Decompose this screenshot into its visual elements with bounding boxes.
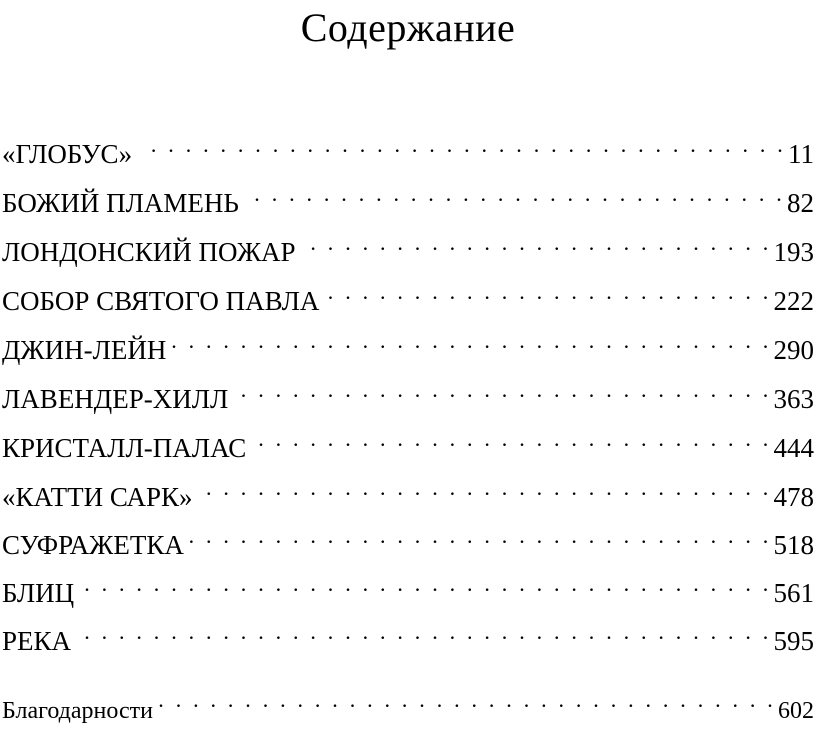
dot-leader <box>77 614 771 650</box>
toc-entry[interactable] <box>2 323 814 365</box>
dot-leader <box>252 421 771 457</box>
toc-entry-page: 11 <box>788 139 814 169</box>
toc-entry-page: 595 <box>773 626 814 656</box>
toc-entry[interactable] <box>2 372 814 414</box>
toc-entry[interactable] <box>2 682 814 724</box>
toc-entry-title: РЕКА <box>2 626 72 656</box>
toc-entry[interactable] <box>2 225 814 267</box>
dot-leader <box>190 518 772 554</box>
toc-entry-page: 290 <box>773 335 814 365</box>
dot-leader <box>80 566 771 602</box>
toc-entry[interactable] <box>2 176 814 218</box>
toc-entry-page: 602 <box>778 698 814 724</box>
toc-entry-page: 478 <box>773 482 814 512</box>
dot-leader <box>234 372 771 408</box>
toc-entry-title: СУФРАЖЕТКА <box>2 530 184 560</box>
toc-entry-page: 518 <box>773 530 814 560</box>
toc-entry[interactable] <box>2 470 814 512</box>
toc-entry[interactable] <box>2 127 814 169</box>
toc-entry-title: ЛАВЕНДЕР-ХИЛЛ <box>2 384 229 414</box>
dot-leader <box>302 225 772 261</box>
dot-leader <box>159 682 776 718</box>
dot-leader <box>325 274 771 310</box>
toc-entry[interactable] <box>2 518 814 560</box>
toc-entry-page: 561 <box>773 578 814 608</box>
toc-entry-title: ЛОНДОНСКИЙ ПОЖАР <box>2 237 296 267</box>
toc-entry-title: СОБОР СВЯТОГО ПАВЛА <box>2 286 320 316</box>
page-title: Содержание <box>300 5 516 50</box>
toc-entry[interactable] <box>2 274 814 316</box>
toc-entry-title: БОЖИЙ ПЛАМЕНЬ <box>2 188 239 218</box>
toc-entry-title: Благодарности <box>2 698 153 724</box>
toc-entry-title: «ГЛОБУС» <box>2 139 133 169</box>
dot-leader <box>245 176 785 212</box>
toc-entry[interactable] <box>2 566 814 608</box>
toc-entry-page: 444 <box>773 433 814 463</box>
toc-entry[interactable] <box>2 421 814 463</box>
toc-entry-page: 222 <box>773 286 814 316</box>
toc-entry-page: 193 <box>773 237 814 267</box>
toc-entry[interactable] <box>2 614 814 656</box>
dot-leader <box>138 127 786 163</box>
toc-entry-page: 82 <box>787 188 814 218</box>
toc-entry-title: «КАТТИ САРК» <box>2 482 193 512</box>
toc-entry-page: 363 <box>773 384 814 414</box>
toc-entry-title: БЛИЦ <box>2 578 75 608</box>
dot-leader <box>172 323 771 359</box>
dot-leader <box>199 470 772 506</box>
toc-entry-title: КРИСТАЛЛ-ПАЛАС <box>2 433 247 463</box>
toc-entry-title: ДЖИН-ЛЕЙН <box>2 335 167 365</box>
